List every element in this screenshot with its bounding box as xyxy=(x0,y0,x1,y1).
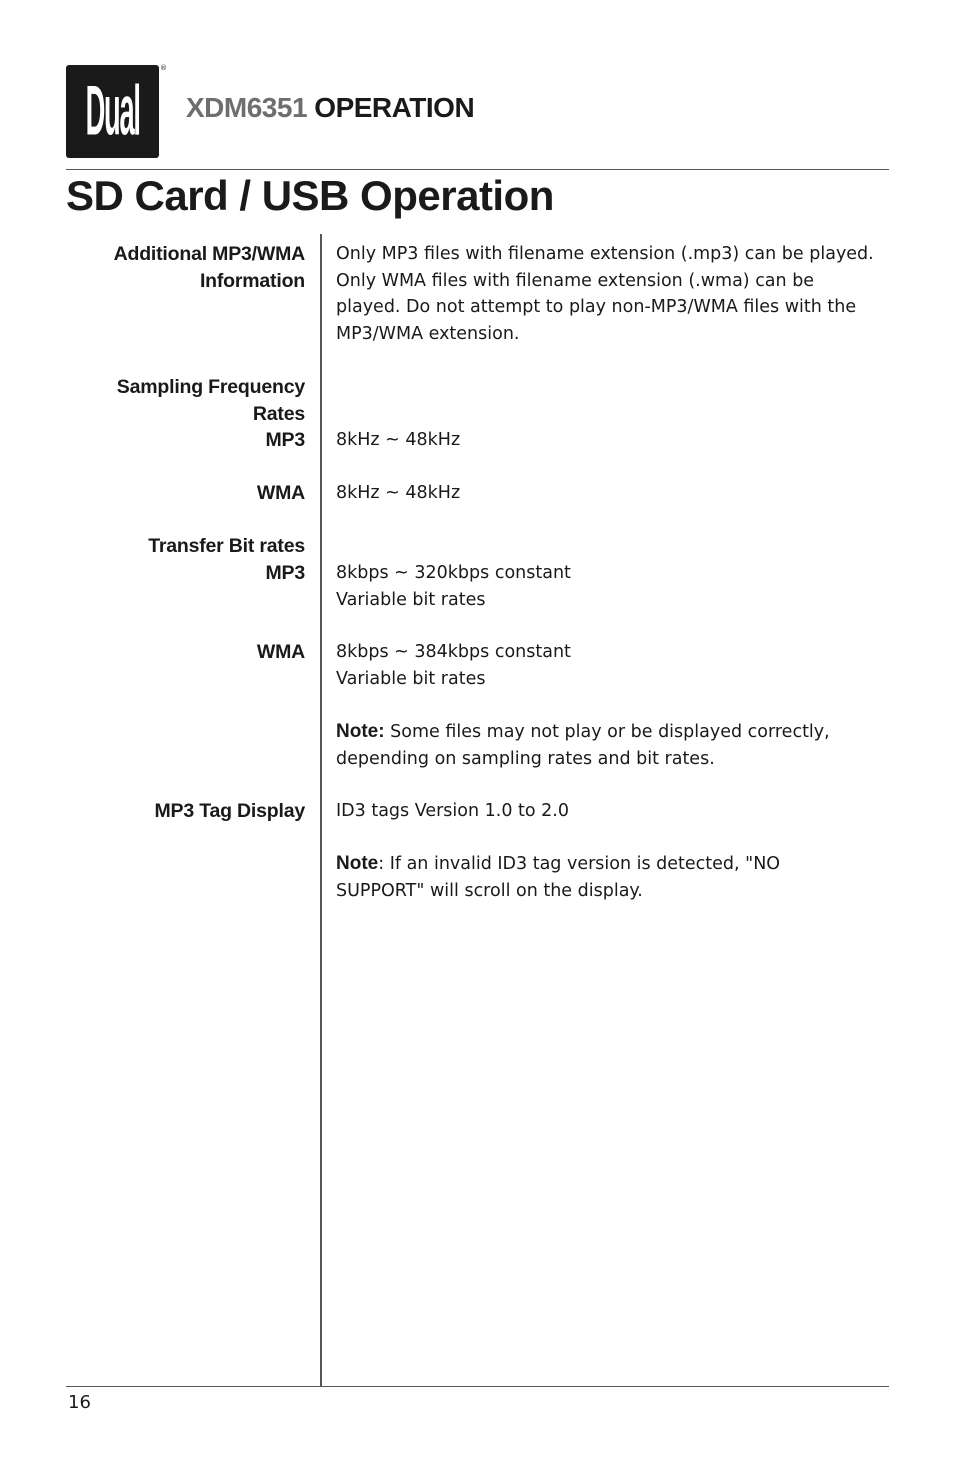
bitrates-wma-value: 8kbps ~ 384kbps constant Variable bit rates xyxy=(336,642,571,689)
section-name: OPERATION xyxy=(314,92,475,123)
bitrates-label: Transfer Bit rates MP3 xyxy=(148,533,305,586)
bitrates-mp3-label: MP3 xyxy=(265,561,305,584)
sampling-mp3-label: MP3 xyxy=(265,429,305,451)
note-label: Note: xyxy=(336,721,385,742)
tag-display-note: Note: If an invalid ID3 tag version is detected, "NO SUPPORT" will scroll on the display. xyxy=(336,853,781,901)
registered-mark: ® xyxy=(160,64,167,72)
tag-display-label: MP3 Tag Display xyxy=(154,800,305,822)
sampling-wma-label: WMA xyxy=(256,482,305,504)
page-number: 16 xyxy=(68,1392,91,1413)
sampling-label: Sampling Frequency Rates MP3 xyxy=(117,374,305,454)
additional-info-text: Only MP3 files with filename extension (.mp3) can be played. Only WMA files with filename extension (.wma) can be played. Do not attempt to play non-MP3/WMA files with the MP3/WMA extension. xyxy=(336,244,874,344)
header-rule xyxy=(66,169,889,170)
tag-display-value: ID3 tags Version 1.0 to 2.0 xyxy=(336,801,569,821)
model-name: XDM6351 xyxy=(186,92,308,123)
bitrates-mp3-value: 8kbps ~ 320kbps constant Variable bit rates xyxy=(336,563,571,610)
footer-rule xyxy=(66,1386,889,1387)
header-title xyxy=(186,92,474,124)
bitrates-wma-label: WMA xyxy=(256,641,305,663)
bitrates-note: Note: Some files may not play or be displayed correctly, depending on sampling rates and bit rates. xyxy=(336,721,830,769)
sampling-wma-value: 8kHz ~ 48kHz xyxy=(336,483,461,503)
note-label: Note xyxy=(336,853,379,874)
logo-text: Dual xyxy=(85,71,140,150)
page-title: SD Card / USB Operation xyxy=(66,172,554,219)
additional-info-label: Additional MP3/WMA Information xyxy=(113,243,305,292)
sampling-mp3-value: 8kHz ~ 48kHz xyxy=(336,430,461,450)
column-divider xyxy=(320,234,322,1386)
dual-logo xyxy=(66,65,159,158)
